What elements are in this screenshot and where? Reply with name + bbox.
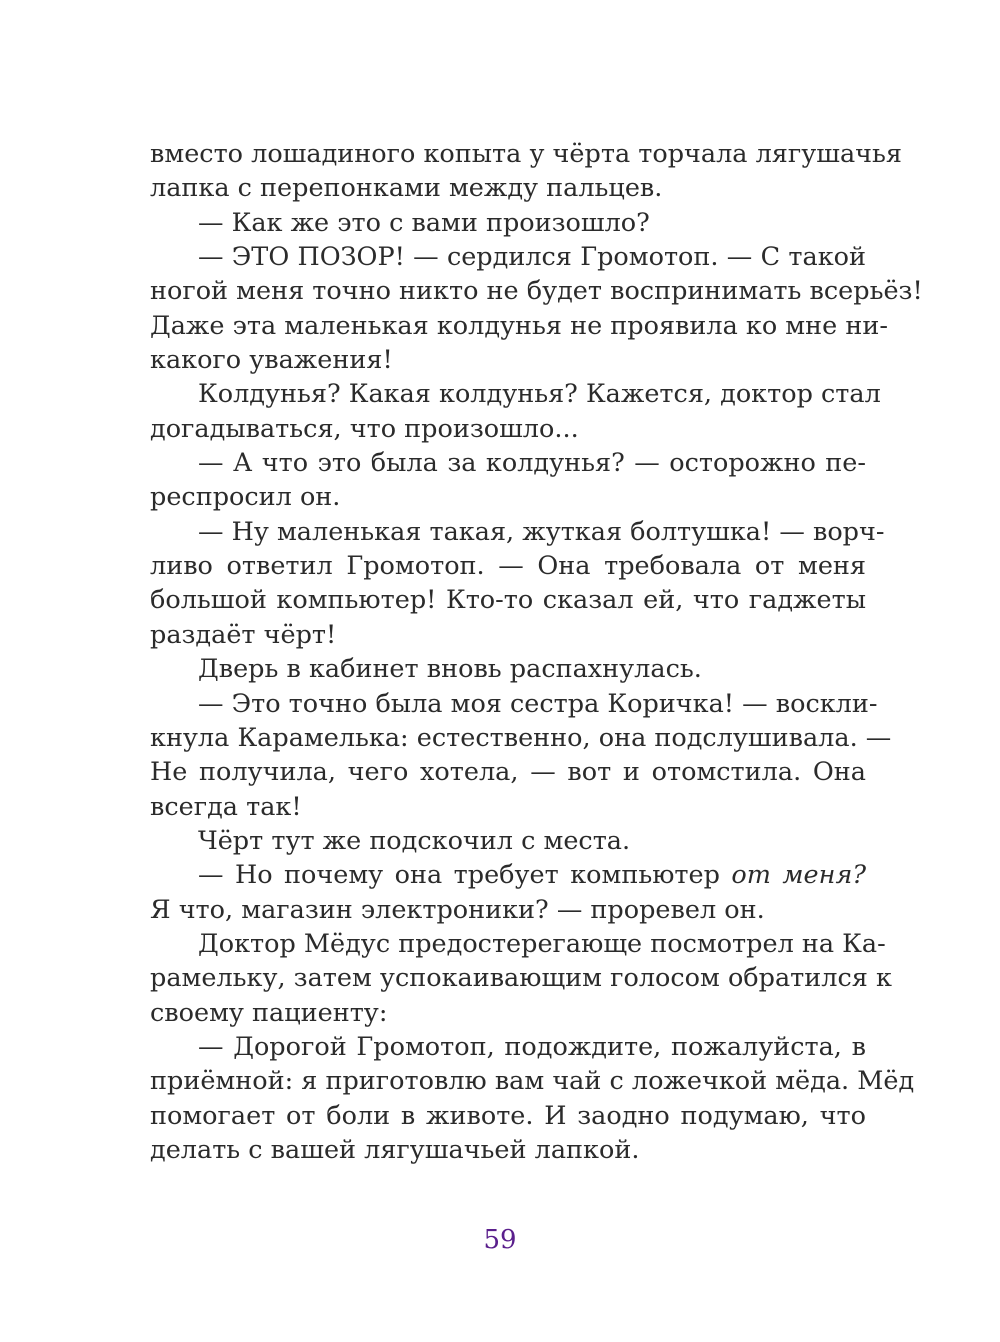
page-number: 59 <box>483 1225 517 1255</box>
text-line: — А что это была за колдунья? — осторожно пе- <box>198 448 866 479</box>
text-line: ливо ответил Громотоп. — Она требовала от меня <box>150 551 866 582</box>
text-line: Дверь в кабинет вновь распахнулась. <box>198 654 702 685</box>
text-line: кнула Карамелька: естественно, она подслушивала. — <box>150 722 892 753</box>
text-line: — Дорогой Громотоп, подождите, пожалуйста, в <box>198 1031 866 1062</box>
text-line: своему пациенту: <box>150 997 388 1028</box>
text-line: раздаёт чёрт! <box>150 619 337 650</box>
text-line: — ЭТО ПОЗОР! — сердился Громотоп. — С такой <box>198 242 866 273</box>
text-line: Колдунья? Какая колдунья? Кажется, доктор стал <box>198 379 881 410</box>
text-line <box>150 858 866 892</box>
text-line: — Как же это с вами произошло? <box>198 207 650 238</box>
text-line: рамельку, затем успокаивающим голосом обратился к <box>150 963 892 994</box>
text-line: респросил он. <box>150 482 341 513</box>
text-line: догадываться, что произошло... <box>150 413 579 444</box>
emphasized-text: от меня? <box>731 860 866 891</box>
body-text <box>150 137 923 1167</box>
text-line: какого уважения! <box>150 345 393 376</box>
text-line: — Ну маленькая такая, жуткая болтушка! — ворч- <box>198 516 885 547</box>
text-line: Доктор Мёдус предостерегающе посмотрел на Ка- <box>198 928 886 959</box>
text-line: — Это точно была моя сестра Коричка! — воскли- <box>198 688 878 719</box>
text-line: приёмной: я приготовлю вам чай с ложечкой мёда. Мёд <box>150 1066 915 1097</box>
text-line: вместо лошадиного копыта у чёрта торчала лягушачья <box>150 139 902 169</box>
text-line: Чёрт тут же подскочил с места. <box>198 825 631 856</box>
text-line: лапка с перепонками между пальцев. <box>150 173 663 204</box>
text-line: Я что, магазин электроники? — проревел он. <box>150 894 765 925</box>
text-line: всегда так! <box>150 791 302 822</box>
text-line: ногой меня точно никто не будет воспринимать всерьёз! <box>150 276 923 307</box>
text-line: помогает от боли в животе. И заодно подумаю, что <box>150 1100 866 1131</box>
text-line: Даже эта маленькая колдунья не проявила ко мне ни- <box>150 310 888 341</box>
text-line: Не получила, чего хотела, — вот и отомстила. Она <box>150 757 866 788</box>
text-line: большой компьютер! Кто-то сказал ей, что гаджеты <box>150 585 866 616</box>
text-line: делать с вашей лягушачьей лапкой. <box>150 1134 640 1165</box>
text-line-main: — Но почему она требует компьютер <box>198 860 732 891</box>
